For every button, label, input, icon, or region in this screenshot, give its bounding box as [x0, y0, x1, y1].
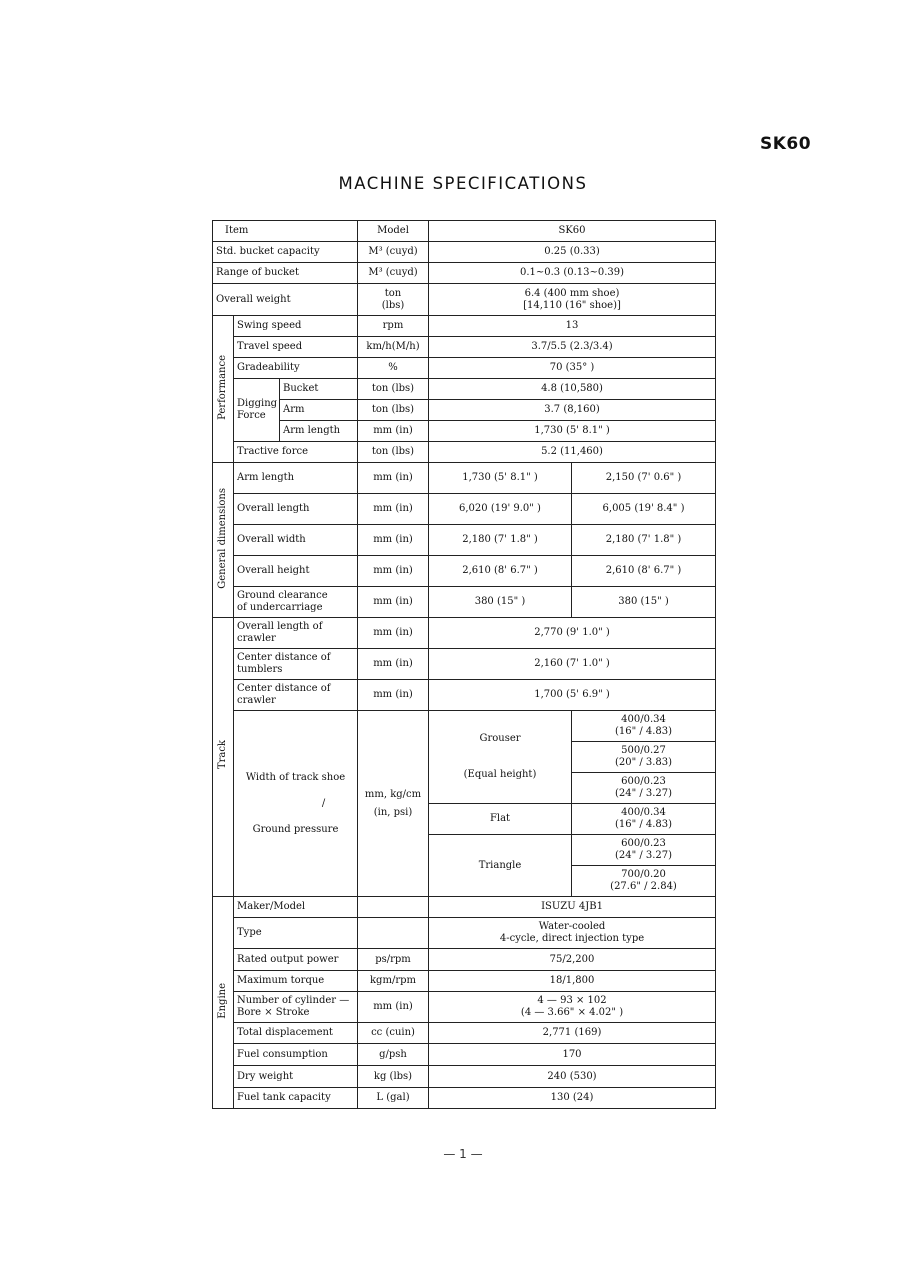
row-item: Overall length of crawler — [234, 618, 358, 649]
row-value-b: 6,005 (19' 8.4" ) — [572, 494, 716, 525]
group-label-performance: Performance — [213, 316, 234, 463]
row-item: Fuel consumption — [234, 1044, 358, 1066]
model-tag: SK60 — [760, 134, 812, 154]
table-row — [213, 421, 716, 442]
header-value: SK60 — [429, 221, 716, 242]
row-item: Gradeability — [234, 358, 358, 379]
unit-line: ton — [384, 287, 402, 299]
row-item: Maximum torque — [234, 971, 358, 992]
row-value-b: 380 (15" ) — [572, 587, 716, 618]
row-value-a: 380 (15" ) — [429, 587, 572, 618]
row-value: 3.7 (8,160) — [429, 400, 716, 421]
row-item: Swing speed — [234, 316, 358, 337]
page-title: MACHINE SPECIFICATIONS — [338, 174, 588, 193]
row-unit: mm (in) — [358, 680, 429, 711]
triangle-label: Triangle — [429, 835, 572, 897]
row-unit: mm (in) — [358, 992, 429, 1023]
table-row — [213, 680, 716, 711]
row-item: Arm — [280, 400, 358, 421]
row-unit: mm (in) — [358, 618, 429, 649]
row-unit — [358, 918, 429, 949]
row-value: 5.2 (11,460) — [429, 442, 716, 463]
row-value — [429, 284, 716, 316]
shoe-value: 400/0.34 (16" / 4.83) — [572, 711, 716, 742]
row-unit: cc (cuin) — [358, 1023, 429, 1044]
table-row — [213, 358, 716, 379]
table-row — [213, 711, 716, 742]
row-value-a: 1,730 (5' 8.1" ) — [429, 463, 572, 494]
row-unit: mm (in) — [358, 463, 429, 494]
shoe-value: 600/0.23 (24" / 3.27) — [572, 773, 716, 804]
page-number: — 1 — — [443, 1147, 483, 1161]
table-row — [213, 337, 716, 358]
table-row — [213, 649, 716, 680]
row-unit: kg (lbs) — [358, 1066, 429, 1088]
row-item: Tractive force — [234, 442, 358, 463]
row-value: 3.7/5.5 (2.3/3.4) — [429, 337, 716, 358]
row-unit: mm (in) — [358, 649, 429, 680]
row-value: 2,160 (7' 1.0" ) — [429, 649, 716, 680]
row-value: 2,770 (9' 1.0" ) — [429, 618, 716, 649]
row-item: Range of bucket — [213, 263, 358, 284]
shoe-value: 600/0.23 (24" / 3.27) — [572, 835, 716, 866]
row-unit: ton (lbs) — [358, 400, 429, 421]
row-value: 13 — [429, 316, 716, 337]
flat-label: Flat — [429, 804, 572, 835]
table-row — [213, 242, 716, 263]
header-model: Model — [358, 221, 429, 242]
row-item: Center distance of tumblers — [234, 649, 358, 680]
row-value: 75/2,200 — [429, 949, 716, 971]
row-unit: mm (in) — [358, 587, 429, 618]
table-row — [213, 525, 716, 556]
shoe-value: 400/0.34 (16" / 4.83) — [572, 804, 716, 835]
table-row — [213, 263, 716, 284]
track-shoe-title: Width of track shoe — [245, 771, 346, 783]
row-item: Maker/Model — [234, 897, 358, 918]
row-value: 0.25 (0.33) — [429, 242, 716, 263]
row-value-b: 2,150 (7' 0.6" ) — [572, 463, 716, 494]
row-unit: % — [358, 358, 429, 379]
header-item: Item — [213, 221, 358, 242]
row-value: 70 (35° ) — [429, 358, 716, 379]
row-value-a: 2,180 (7' 1.8" ) — [429, 525, 572, 556]
group-label-engine: Engine — [213, 897, 234, 1109]
row-value: 4.8 (10,580) — [429, 379, 716, 400]
row-unit: M³ (cuyd) — [358, 242, 429, 263]
table-row — [213, 463, 716, 494]
table-header-row — [213, 221, 716, 242]
shoe-value: 500/0.27 (20" / 3.83) — [572, 742, 716, 773]
row-value-b: 2,610 (8' 6.7" ) — [572, 556, 716, 587]
row-item: Bucket — [280, 379, 358, 400]
table-row — [213, 587, 716, 618]
value-line: [14,110 (16" shoe)] — [523, 299, 621, 311]
row-value: 1,730 (5' 8.1" ) — [429, 421, 716, 442]
row-item: Overall weight — [213, 284, 358, 316]
table-row — [213, 918, 716, 949]
row-item: Overall height — [234, 556, 358, 587]
table-row — [213, 1066, 716, 1088]
row-value-a: 2,610 (8' 6.7" ) — [429, 556, 572, 587]
row-item: Number of cylinder — Bore × Stroke — [234, 992, 358, 1023]
table-row — [213, 494, 716, 525]
track-shoe-unit: mm, kg/cm (in, psi) — [358, 711, 429, 897]
row-item: Center distance of crawler — [234, 680, 358, 711]
value-line: 6.4 (400 mm shoe) — [524, 287, 620, 299]
row-unit: mm (in) — [358, 525, 429, 556]
row-value: 240 (530) — [429, 1066, 716, 1088]
row-value-b: 2,180 (7' 1.8" ) — [572, 525, 716, 556]
row-unit: kgm/rpm — [358, 971, 429, 992]
row-unit — [358, 284, 429, 316]
shoe-value: 700/0.20 (27.6" / 2.84) — [572, 866, 716, 897]
row-unit: ton (lbs) — [358, 379, 429, 400]
row-value: 2,771 (169) — [429, 1023, 716, 1044]
row-unit: km/h(M/h) — [358, 337, 429, 358]
grouser-label: Grouser (Equal height) — [429, 711, 572, 804]
digging-force-label: Digging Force — [234, 379, 280, 442]
row-value: 18/1,800 — [429, 971, 716, 992]
row-item: Arm length — [280, 421, 358, 442]
row-unit: L (gal) — [358, 1088, 429, 1109]
row-item: Dry weight — [234, 1066, 358, 1088]
table-row — [213, 316, 716, 337]
row-item: Rated output power — [234, 949, 358, 971]
table-row — [213, 284, 716, 316]
row-item: Arm length — [234, 463, 358, 494]
row-value: Water-cooled 4-cycle, direct injection type — [429, 918, 716, 949]
table-row — [213, 1088, 716, 1109]
row-value: 170 — [429, 1044, 716, 1066]
row-item: Total displacement — [234, 1023, 358, 1044]
row-item: Ground clearance of undercarriage — [234, 587, 358, 618]
ground-pressure-title: Ground pressure — [252, 823, 339, 835]
table-row — [213, 618, 716, 649]
track-shoe-label — [234, 711, 358, 897]
spec-table — [212, 220, 716, 1109]
table-row — [213, 1023, 716, 1044]
row-unit: ps/rpm — [358, 949, 429, 971]
table-row — [213, 379, 716, 400]
group-label-track: Track — [213, 618, 234, 897]
table-row — [213, 442, 716, 463]
row-unit — [358, 897, 429, 918]
group-label-dimensions: General dimensions — [213, 463, 234, 618]
row-value: 1,700 (5' 6.9" ) — [429, 680, 716, 711]
row-unit: M³ (cuyd) — [358, 263, 429, 284]
row-value: 4 — 93 × 102 (4 — 3.66" × 4.02" ) — [429, 992, 716, 1023]
row-value-a: 6,020 (19' 9.0" ) — [429, 494, 572, 525]
row-value: 130 (24) — [429, 1088, 716, 1109]
table-row — [213, 897, 716, 918]
row-item: Overall width — [234, 525, 358, 556]
table-row — [213, 1044, 716, 1066]
row-item: Fuel tank capacity — [234, 1088, 358, 1109]
row-unit: rpm — [358, 316, 429, 337]
row-value: ISUZU 4JB1 — [429, 897, 716, 918]
row-unit: ton (lbs) — [358, 442, 429, 463]
row-unit: mm (in) — [358, 556, 429, 587]
row-unit: mm (in) — [358, 494, 429, 525]
row-value: 0.1~0.3 (0.13~0.39) — [429, 263, 716, 284]
table-row — [213, 971, 716, 992]
table-row — [213, 992, 716, 1023]
table-row — [213, 556, 716, 587]
row-unit: mm (in) — [358, 421, 429, 442]
row-item: Overall length — [234, 494, 358, 525]
track-shoe-slash: / — [321, 797, 326, 809]
table-row — [213, 400, 716, 421]
row-item: Type — [234, 918, 358, 949]
row-item: Std. bucket capacity — [213, 242, 358, 263]
table-row — [213, 949, 716, 971]
row-unit: g/psh — [358, 1044, 429, 1066]
row-item: Travel speed — [234, 337, 358, 358]
unit-line: (lbs) — [381, 299, 405, 311]
